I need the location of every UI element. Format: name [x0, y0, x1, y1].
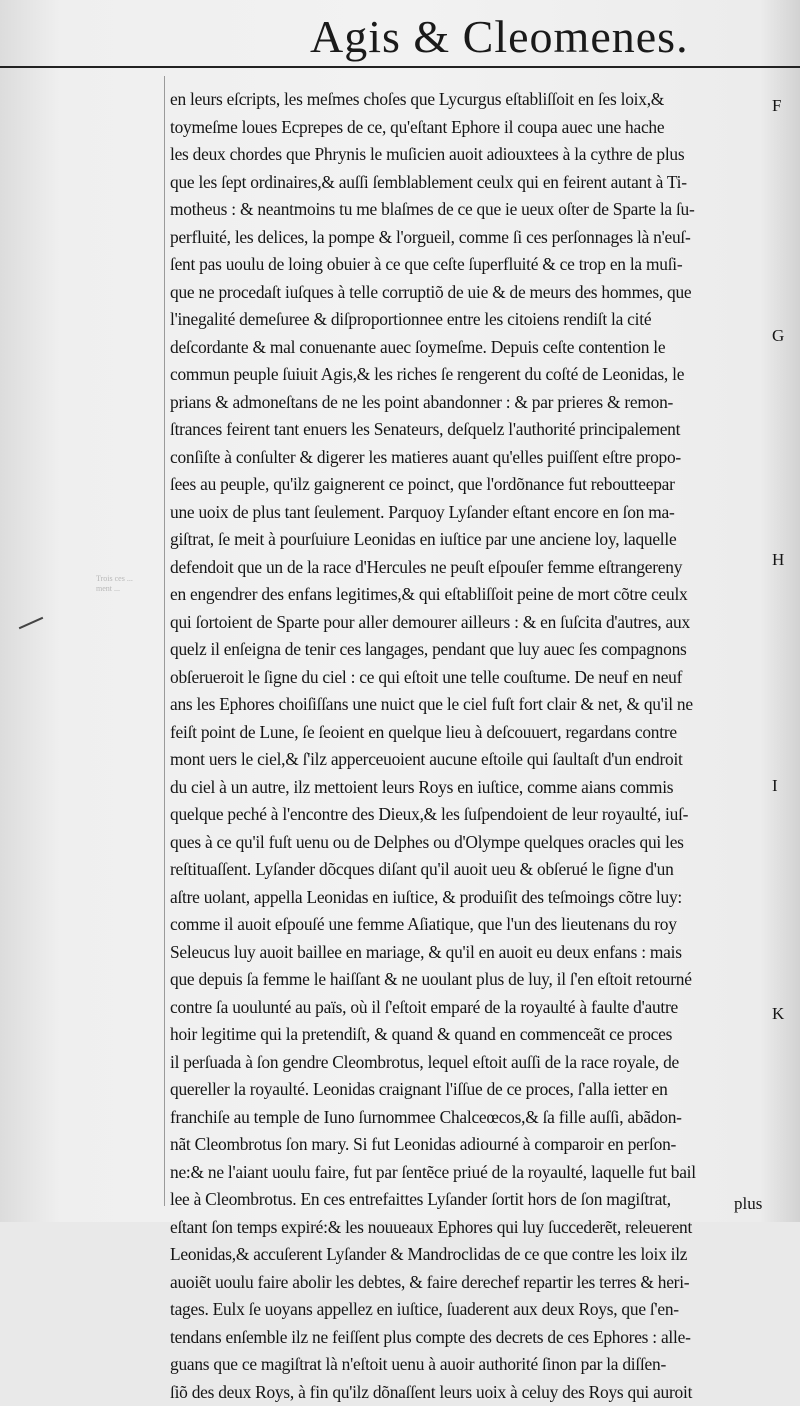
text-line: il perſuada à ſon gendre Cleombrotus, lequel eſtoit auſſi de la race royale, de	[170, 1049, 770, 1077]
text-line: ſtrances feirent tant enuers les Senateurs, deſquelz l'authorité principalement	[170, 416, 770, 444]
text-line: toymeſme loues Ecprepes de ce, qu'eſtant Ephore il coupa auec une hache	[170, 114, 770, 142]
text-line: ne:& ne l'aiant uoulu faire, fut par ſentẽce priué de la royaulté, laquelle fut bail	[170, 1159, 770, 1187]
text-line: l'inegalité demeſuree & diſproportionnee entre les citoiens rendiſt la cité	[170, 306, 770, 334]
margin-rule	[164, 76, 165, 1206]
text-line: Seleucus luy auoit baillee en mariage, & qu'il en auoit eu deux enfans : mais	[170, 939, 770, 967]
text-line: franchiſe au temple de Iuno ſurnommee Chalceœcos,& ſa fille auſſi, abãdon-	[170, 1104, 770, 1132]
body-text	[170, 86, 770, 1406]
text-line: perfluité, les delices, la pompe & l'orgueil, comme ſi ces perſonnages là n'euſ-	[170, 224, 770, 252]
text-line: les deux chordes que Phrynis le muſicien auoit adiouxtees à la cythre de plus	[170, 141, 770, 169]
text-line: ans les Ephores choiſiſſans une nuict que le ciel fuſt fort clair & net, & qu'il ne	[170, 691, 770, 719]
margin-letter-k: K	[772, 1004, 784, 1024]
faded-gutter-note: Trois ces ... ment ...	[96, 574, 148, 594]
text-line: guans que ce magiſtrat là n'eſtoit uenu à auoir authorité ſinon par la diſſen-	[170, 1351, 770, 1379]
text-line: mont uers le ciel,& ſ'ilz apperceuoient aucune eſtoile qui ſaultaſt d'un endroit	[170, 746, 770, 774]
text-line: ſees au peuple, qu'ilz gaignerent ce poinct, que l'ordõnance fut reboutteepar	[170, 471, 770, 499]
text-line: quelz il enſeigna de tenir ces langages, pendant que luy auec ſes compagnons	[170, 636, 770, 664]
margin-pen-mark	[19, 617, 44, 629]
text-line: hoir legitime qui la pretendiſt, & quand & quand en commenceãt ce proces	[170, 1021, 770, 1049]
text-line: giſtrat, ſe meit à pourſuiure Leonidas en iuſtice par une anciene loy, laquelle	[170, 526, 770, 554]
text-line: en leurs eſcripts, les meſmes choſes que Lycurgus eſtabliſſoit en ſes loix,&	[170, 86, 770, 114]
text-line: eſtant ſon temps expiré:& les nouueaux Ephores qui luy ſuccederẽt, releuerent	[170, 1214, 770, 1242]
text-line: tendans enſemble ilz ne feiſſent plus compte des decrets de ces Ephores : alle-	[170, 1324, 770, 1352]
text-line: conſiſte à conſulter & digerer les matieres auant qu'elles puiſſent eſtre propo-	[170, 444, 770, 472]
text-line: que ne procedaſt iuſques à telle corruptiõ de uie & de meurs des hommes, que	[170, 279, 770, 307]
margin-letter-h: H	[772, 550, 784, 570]
text-line: prians & admoneſtans de ne les point abandonner : & par prieres & remon-	[170, 389, 770, 417]
text-line: auoiẽt uoulu faire abolir les debtes, & faire derechef repartir les terres & heri-	[170, 1269, 770, 1297]
text-line: quereller la royaulté. Leonidas craignant l'iſſue de ce proces, ſ'alla ietter en	[170, 1076, 770, 1104]
text-line: ſent pas uoulu de loing obuier à ce que ceſte ſuperfluité & ce trop en la muſi-	[170, 251, 770, 279]
text-line: motheus : & neantmoins tu me blaſmes de ce que ie ueux oſter de Sparte la ſu-	[170, 196, 770, 224]
text-line: obſerueroit le ſigne du ciel : ce qui eſtoit une telle couſtume. De neuf en neuf	[170, 664, 770, 692]
text-line: qui ſortoient de Sparte pour aller demourer ailleurs : & en ſuſcita d'autres, aux	[170, 609, 770, 637]
text-line: defendoit que un de la race d'Hercules ne peuſt eſpouſer femme eſtrangereny	[170, 554, 770, 582]
text-line: feiſt point de Lune, ſe ſeoient en quelque lieu à deſcouuert, regardans contre	[170, 719, 770, 747]
text-line: ſiõ des deux Roys, à fin qu'ilz dõnaſſent leurs uoix à celuy des Roys qui auroit	[170, 1379, 770, 1406]
text-line: que les ſept ordinaires,& auſſi ſemblablement ceulx qui en feirent autant à Ti-	[170, 169, 770, 197]
text-line: du ciel à un autre, ilz mettoient leurs Roys en iuſtice, comme aians commis	[170, 774, 770, 802]
text-line: aſtre uolant, appella Leonidas en iuſtice, & produiſit des teſmoings cõtre luy:	[170, 884, 770, 912]
text-line: Leonidas,& accuſerent Lyſander & Mandroclidas de ce que contre les loix ilz	[170, 1241, 770, 1269]
catchword: plus	[734, 1194, 762, 1214]
text-line: nãt Cleombrotus ſon mary. Si fut Leonidas adiourné à comparoir en perſon-	[170, 1131, 770, 1159]
text-line: tages. Eulx ſe uoyans appellez en iuſtice, ſuaderent aux deux Roys, que ſ'en-	[170, 1296, 770, 1324]
text-line: en engendrer des enfans legitimes,& qui eſtabliſſoit peine de mort cõtre ceulx	[170, 581, 770, 609]
text-line: reſtituaſſent. Lyſander dõcques diſant qu'il auoit ueu & obſerué le ſigne d'un	[170, 856, 770, 884]
text-line: que depuis ſa femme le haiſſant & ne uoulant plus de luy, il ſ'en eſtoit retourné	[170, 966, 770, 994]
margin-letter-g: G	[772, 326, 784, 346]
running-title: Agis & Cleomenes.	[310, 10, 689, 63]
header-rule	[0, 66, 800, 68]
margin-letter-i: I	[772, 776, 778, 796]
text-line: contre ſa uoulunté au païs, où il ſ'eſtoit emparé de la royaulté à faulte d'autre	[170, 994, 770, 1022]
margin-letter-f: F	[772, 96, 781, 116]
text-line: ques à ce qu'il fuſt uenu ou de Delphes ou d'Olympe quelques oracles qui les	[170, 829, 770, 857]
text-line: lee à Cleombrotus. En ces entrefaittes Lyſander ſortit hors de ſon magiſtrat,	[170, 1186, 770, 1214]
text-line: quelque peché à l'encontre des Dieux,& les ſuſpendoient de leur royaulté, iuſ-	[170, 801, 770, 829]
text-line: une uoix de plus tant ſeulement. Parquoy Lyſander eſtant encore en ſon ma-	[170, 499, 770, 527]
text-line: comme il auoit eſpouſé une femme Aſiatique, que l'un des lieutenans du roy	[170, 911, 770, 939]
text-line: commun peuple ſuiuit Agis,& les riches ſe rengerent du coſté de Leonidas, le	[170, 361, 770, 389]
text-line: deſcordante & mal conuenante auec ſoymeſme. Depuis ceſte contention le	[170, 334, 770, 362]
